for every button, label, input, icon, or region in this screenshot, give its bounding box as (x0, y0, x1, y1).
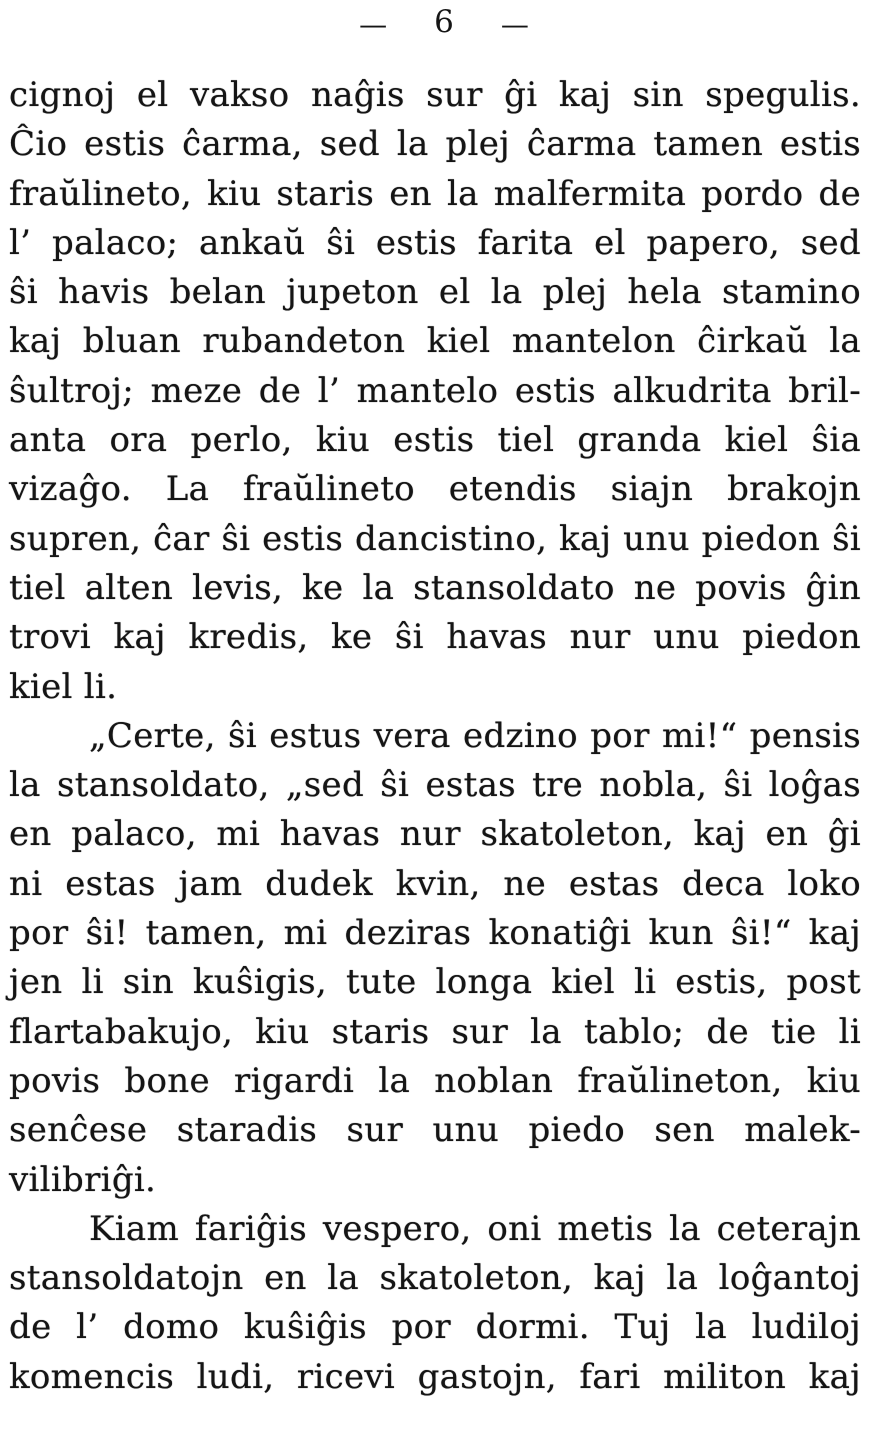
text-line: ŝultroj; meze de l’ mantelo estis alkudrita bril- (9, 370, 861, 411)
text-line: anta ora perlo, kiu estis tiel granda kiel ŝia (9, 420, 861, 461)
text-line: vizaĝo. La fraŭlineto etendis siajn brakojn (9, 469, 861, 510)
text-line: por ŝi! tamen, mi deziras konatiĝi kun ŝi!“ kaj (9, 913, 861, 954)
text-line: senĉese staradis sur unu piedo sen malek- (9, 1110, 861, 1151)
text-line: supren, ĉar ŝi estis dancistino, kaj unu piedon ŝi (9, 518, 861, 559)
text-line: de l’ domo kuŝiĝis por dormi. Tuj la ludiloj (9, 1307, 861, 1348)
header-right-dash: — (500, 7, 530, 41)
text-line-paragraph-start: „Certe, ŝi estus vera edzino por mi!“ pensis (89, 715, 861, 756)
text-line: la stansoldato, „sed ŝi estas tre nobla, ŝi loĝas (9, 765, 861, 806)
text-line: Ĉio estis ĉarma, sed la plej ĉarma tamen estis (9, 124, 861, 165)
text-line: trovi kaj kredis, ke ŝi havas nur unu piedon (9, 617, 861, 658)
text-line: kaj bluan rubandeton kiel mantelon ĉirkaŭ la (9, 321, 861, 362)
text-line: ni estas jam dudek kvin, ne estas deca loko (9, 863, 861, 904)
header-left-dash: — (359, 7, 389, 41)
text-line-paragraph-start: Kiam fariĝis vespero, oni metis la ceterajn (89, 1208, 861, 1249)
text-line: stansoldatojn en la skatoleton, kaj la loĝantoj (9, 1258, 861, 1299)
text-line: flartabakujo, kiu staris sur la tablo; de tie li (9, 1011, 861, 1052)
text-line: povis bone rigardi la noblan fraŭlineton, kiu (9, 1060, 861, 1101)
text-line: l’ palaco; ankaŭ ŝi estis farita el papero, sed (9, 222, 861, 263)
text-line: komencis ludi, ricevi gastojn, fari militon kaj (9, 1356, 861, 1397)
text-line: ŝi havis belan jupeton el la plej hela stamino (9, 272, 861, 313)
text-line: cignoj el vakso naĝis sur ĝi kaj sin spegulis. (9, 75, 861, 115)
text-line: jen li sin kuŝigis, tute longa kiel li estis, post (9, 962, 861, 1003)
text-line: en palaco, mi havas nur skatoleton, kaj en ĝi (9, 814, 861, 855)
text-line-paragraph-end: vilibriĝi. (9, 1159, 157, 1200)
text-line-paragraph-end: kiel li. (9, 666, 118, 707)
text-line: fraŭlineto, kiu staris en la malfermita pordo de (9, 173, 861, 214)
page-number: 6 (434, 4, 455, 40)
page-header (0, 4, 889, 40)
text-line: tiel alten levis, ke la stansoldato ne povis ĝin (9, 567, 861, 608)
body-text (9, 71, 861, 1402)
